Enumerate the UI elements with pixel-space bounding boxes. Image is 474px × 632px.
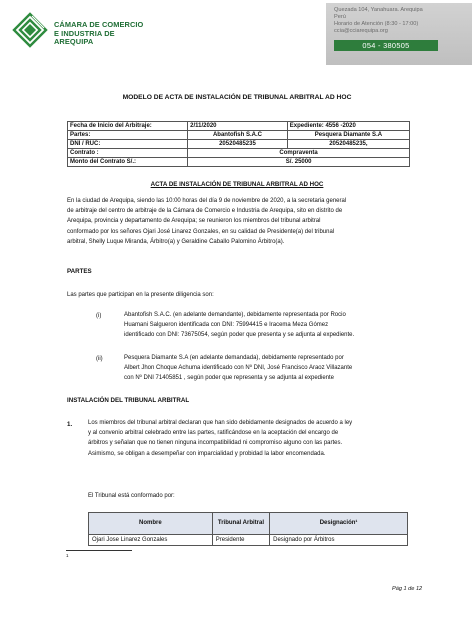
intro-line: En la ciudad de Arequipa, siendo las 10:00 horas del día 9 de noviembre de 2020, a la secretaria general: [67, 198, 347, 204]
tribunal-intro: El Tribunal está conformado por:: [88, 493, 175, 499]
contact-country: Perú: [334, 14, 346, 20]
instalacion-heading: INSTALACIÓN DEL TRIBUNAL ARBITRAL: [67, 397, 190, 404]
party-line: Albert Jhon Choque Achuma identificado con Nº DNI, José Francisco Araoz Villazante: [124, 365, 353, 372]
item-line: y al convenio arbitral celebrado entre las partes, ratificándose en la aceptación del encargo de: [88, 430, 339, 437]
contrato-label: Contrato :: [68, 149, 188, 158]
item-line: árbitros y señalan que no tienen ninguna incompatibilidad ni compromiso alguno con las partes.: [88, 440, 343, 447]
contact-block: [326, 3, 472, 65]
monto-value: S/. 25000: [188, 158, 410, 167]
item-1-paragraph: [88, 418, 409, 459]
party-line: identificado con DNI: 73675054, según poder que presenta y se adjunta al expediente.: [124, 332, 355, 339]
cell-designacion: Designado por Árbitros: [270, 535, 408, 546]
org-line: CÁMARA DE COMERCIO: [54, 20, 144, 29]
party-item-demandada: [124, 353, 409, 384]
party-line: Abantofish S.A.C. (en adelante demandante), debidamente representada por Rocio: [124, 312, 346, 318]
fecha-label: Fecha de Inicio del Arbitraje:: [68, 122, 188, 131]
col-header-designacion: Designación¹: [270, 513, 408, 535]
phone-badge: 054 - 380505: [334, 40, 438, 51]
cell-nombre: Ojari Jose Linarez Gonzales: [89, 535, 213, 546]
party-number: (ii): [96, 356, 103, 362]
chamber-logo-icon: [12, 12, 48, 48]
footnote: 1: [66, 553, 69, 558]
party-line: Pesquera Diamante S.A (en adelante demandada), debidamente representado por: [124, 355, 344, 361]
intro-paragraph: [67, 196, 409, 247]
partes-label: Partes:: [68, 131, 188, 140]
col-header-tribunal: Tribunal Arbitral: [212, 513, 269, 535]
case-info-table: [67, 121, 410, 167]
intro-line: Arequipa, provincia y departamento de Arequipa; se reunieron los miembros del tribunal arbitral: [67, 218, 321, 225]
contact-email: ccia@cciarequipa.org: [334, 28, 388, 34]
dni-1-value: 20520485235: [188, 140, 288, 149]
intro-line: conformado por los señores Ojari José Linarez Gonzales, en su calidad de Presidente(a) del tribunal: [67, 228, 335, 235]
party-line: Huamani Salgueron identificada con DNI: 75994415 e Iracema Meza Gómez: [124, 322, 329, 329]
footnote-divider: [66, 550, 132, 551]
party-item-demandante: [124, 310, 409, 341]
tribunal-table: [88, 512, 408, 546]
party-line: con Nº DNI 71405851 , según poder que representa y se adjunta al expediente: [124, 375, 335, 382]
intro-line: arbitral, Shelly Luque Miranda, Árbitro(a) y Geraldine Caballo Palomino Árbitro(a).: [67, 238, 285, 245]
item-line: Asimismo, se obligan a desempeñar con imparcialidad y probidad la labor encomendada.: [88, 450, 326, 457]
org-line: AREQUIPA: [54, 37, 94, 47]
document-title: MODELO DE ACTA DE INSTALACIÓN DE TRIBUNAL ARBITRAL AD HOC: [122, 94, 352, 101]
expediente-value: Expediente: 4556 -2020: [287, 122, 409, 131]
org-line: E INDUSTRIA DE: [54, 28, 115, 38]
partes-intro: Las partes que participan en la presente diligencia son:: [67, 292, 214, 298]
dni-2-value: 20520485235,: [287, 140, 409, 149]
cell-tribunal: Presidente: [212, 535, 269, 546]
item-line: Los miembros del tribunal arbitral declaran que han sido debidamente designados de acuerdo a ley: [88, 420, 353, 426]
party-number: (i): [96, 313, 102, 319]
intro-line: de arbitraje del centro de arbitraje de la Cámara de Comercio e Industria de Arequipa, sito en distrito de: [67, 208, 343, 215]
page-number: Pág 1 de 12: [392, 586, 423, 592]
parte-2-value: Pesquera Diamante S.A: [287, 131, 409, 140]
item-number: 1.: [67, 421, 73, 428]
dni-label: DNI / RUC:: [68, 140, 188, 149]
monto-label: Monto del Contrato S/.:: [68, 158, 188, 167]
parte-1-value: Abantofish S.A.C: [188, 131, 288, 140]
fecha-value: 2/11/2020: [188, 122, 288, 131]
contrato-value: Compraventa: [188, 149, 410, 158]
partes-heading: PARTES: [67, 268, 92, 275]
col-header-nombre: Nombre: [89, 513, 213, 535]
table-row: [89, 535, 408, 546]
act-subtitle: ACTA DE INSTALACIÓN DE TRIBUNAL ARBITRAL AD HOC: [150, 181, 324, 188]
contact-hours: Horario de Atención (8:30 - 17:00): [334, 21, 419, 27]
contact-address: Quezada 104, Yanahuara. Arequipa: [334, 7, 423, 13]
organization-name: [54, 21, 143, 47]
